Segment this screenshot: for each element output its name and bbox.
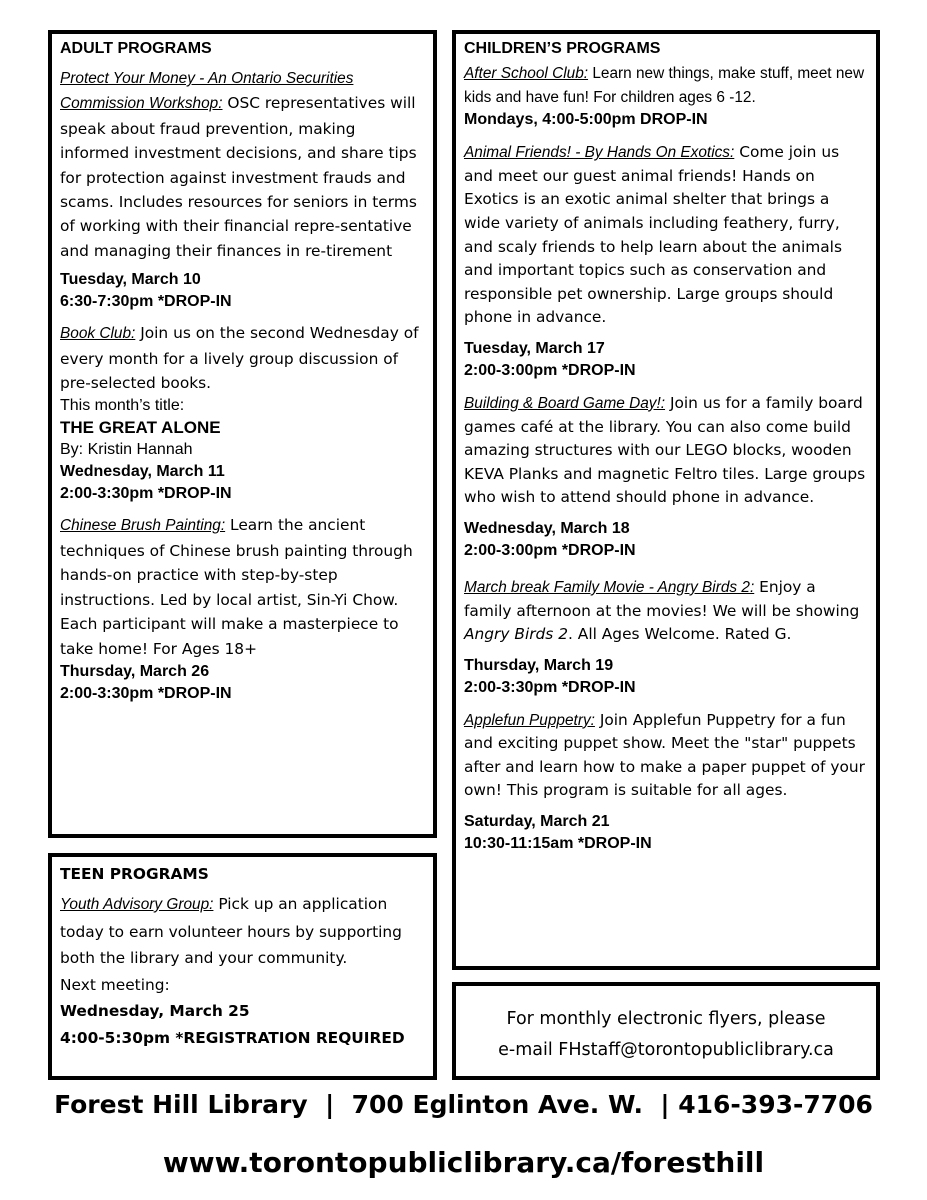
movie-title: Angry Birds 2 <box>464 625 569 644</box>
program-osc-workshop <box>60 66 425 263</box>
program-title: Applefun Puppetry: <box>464 711 595 729</box>
program-description: OSC representatives will speak about fraud prevention, making informed investment decisions, and share tips for protection against investment frauds and scams. Includes resources for seniors in terms of working with their financial repre-sentative and managing their finances in re-tirement <box>60 94 417 260</box>
program-time: 6:30-7:30pm *DROP-IN <box>60 293 232 311</box>
program-family-movie <box>464 576 868 647</box>
book-title: THE GREAT ALONE <box>60 418 221 438</box>
childrens-programs-box <box>452 30 880 970</box>
program-date: Thursday, March 19 <box>464 656 614 674</box>
program-date: Wednesday, March 18 <box>464 519 630 537</box>
program-date: Wednesday, March 11 <box>60 463 225 481</box>
program-schedule <box>464 518 868 562</box>
program-title: Animal Friends! - By Hands On Exotics: <box>464 144 735 162</box>
program-animal-friends <box>464 141 868 330</box>
flyers-text: For monthly electronic flyers, please <box>506 1009 826 1029</box>
program-date: Tuesday, March 17 <box>464 339 605 357</box>
program-time: 2:00-3:30pm *DROP-IN <box>464 678 636 696</box>
program-title: Book Club: <box>60 325 136 343</box>
program-description: Join us for a family board games café at the library. You can also come build amazing structures with our LEGO blocks, wooden KEVA Planks and magnetic Feltro tiles. Large groups who wish to attend should phone in advance. <box>464 393 866 507</box>
teen-programs-heading: TEEN PROGRAMS <box>60 865 209 883</box>
program-schedule <box>60 269 425 313</box>
program-date: Tuesday, March 10 <box>60 271 201 289</box>
program-schedule <box>464 811 868 855</box>
program-title: Protect Your Money - An Ontario Securities Commission Workshop: <box>60 70 354 113</box>
program-title: Chinese Brush Painting: <box>60 517 226 535</box>
program-schedule <box>464 655 868 699</box>
electronic-flyers-box <box>452 982 880 1080</box>
program-building-board-game-day <box>464 392 868 510</box>
program-date: Saturday, March 21 <box>464 813 610 831</box>
flyers-email: e-mail FHstaff@torontopubliclibrary.ca <box>498 1040 834 1060</box>
program-schedule <box>60 661 425 705</box>
program-description: Learn new things, make stuff, meet new kids and have fun! For children ages 6 -12. <box>464 65 865 106</box>
program-time: 2:00-3:30pm *DROP-IN <box>60 485 232 503</box>
next-meeting-label: Next meeting: <box>60 975 170 994</box>
program-book-club <box>60 321 425 395</box>
program-description-end: . All Ages Welcome. Rated G. <box>568 625 792 644</box>
program-time: 2:00-3:00pm *DROP-IN <box>464 541 636 559</box>
program-title: Building & Board Game Day!: <box>464 394 666 412</box>
program-description: Come join us and meet our guest animal friends! Hands on Exotics is an exotic animal shelter that brings a wide variety of animals including feathery, furry, and scaly friends to help learn about the animals and important topics such as conservation and responsible pet ownership. Large groups should phone in advance. <box>464 143 842 327</box>
program-chinese-brush-painting <box>60 513 425 660</box>
program-schedule <box>60 461 425 505</box>
teen-programs-box <box>48 853 437 1080</box>
program-date: Wednesday, March 25 <box>60 1002 250 1020</box>
program-time: 4:00-5:30pm *REGISTRATION REQUIRED <box>60 1028 405 1047</box>
program-time: 10:30-11:15am *DROP-IN <box>464 835 652 853</box>
program-description: Learn the ancient techniques of Chinese brush painting through hands-on practice with step-by-step instructions. Led by local artist, Sin-Yi Chow. Each participant will make a masterpiece to take home! For Ages 18+ <box>60 516 413 658</box>
program-schedule <box>464 338 868 382</box>
program-description: Enjoy a family afternoon at the movies! We will be showing <box>464 577 860 620</box>
program-title: After School Club: <box>464 65 589 82</box>
program-title: Youth Advisory Group: <box>60 896 214 913</box>
program-description: Join Applefun Puppetry for a fun and exciting puppet show. Meet the "star" puppets after and learn how to make a paper puppet of your own! This program is suitable for all ages. <box>464 710 865 800</box>
program-youth-advisory-group <box>60 891 425 972</box>
adult-programs-heading: ADULT PROGRAMS <box>60 40 212 57</box>
program-time: 2:00-3:30pm *DROP-IN <box>60 684 232 702</box>
program-description: Pick up an application today to earn volunteer hours by supporting both the library and your community. <box>60 895 402 967</box>
childrens-programs-heading: CHILDREN’S PROGRAMS <box>464 40 661 57</box>
program-title: March break Family Movie - Angry Birds 2: <box>464 578 755 596</box>
library-url: www.torontopubliclibrary.ca/foresthill <box>162 1146 765 1179</box>
book-club-month-label: This month’s title: <box>60 397 185 415</box>
program-applefun-puppetry <box>464 709 868 803</box>
library-address: Forest Hill Library | 700 Eglinton Ave. W. | 416-393-7706 <box>54 1090 873 1119</box>
program-time: 2:00-3:00pm *DROP-IN <box>464 361 636 379</box>
program-description: Join us on the second Wednesday of every month for a lively group discussion of pre-selected books. <box>60 324 419 393</box>
program-date: Thursday, March 26 <box>60 662 210 680</box>
program-after-school-club <box>464 62 868 109</box>
adult-programs-box <box>48 30 437 838</box>
book-author: By: Kristin Hannah <box>60 441 193 459</box>
program-schedule: Mondays, 4:00-5:00pm DROP-IN <box>464 111 708 129</box>
